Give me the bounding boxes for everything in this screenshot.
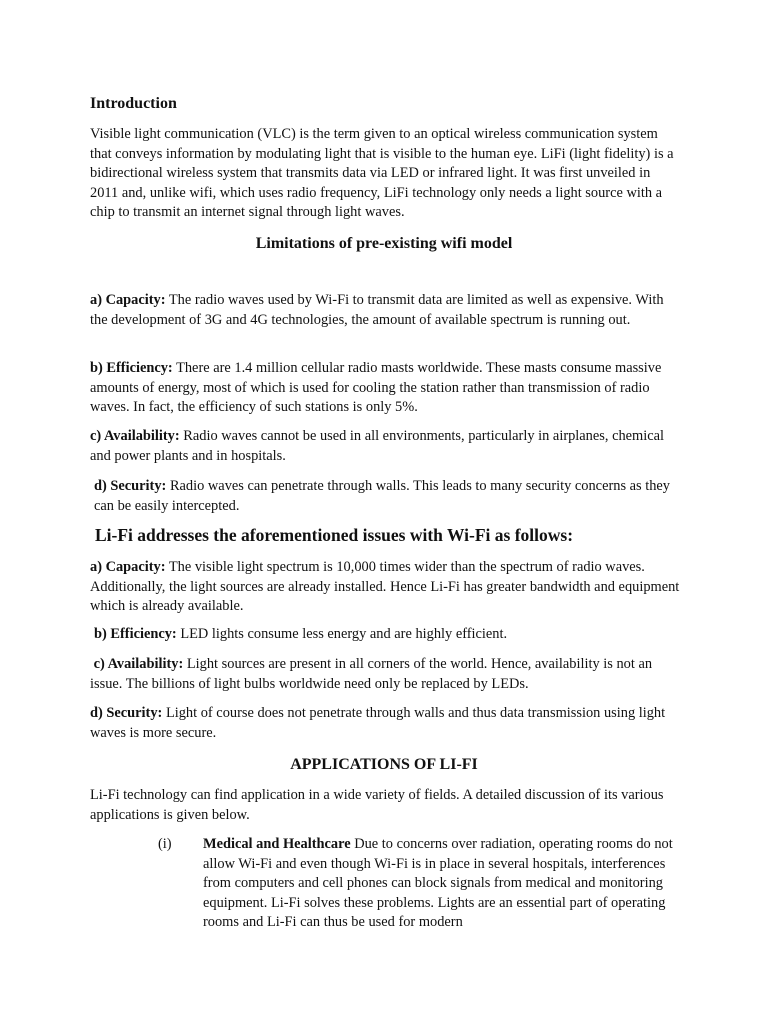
limitation-availability-text: Radio waves cannot be used in all environments, particularly in airplanes, chemical and power plants and in hospitals.	[90, 428, 664, 464]
intro-paragraph: Visible light communication (VLC) is the term given to an optical wireless communication system that conveys information by modulating light that is visible to the human eye. LiFi (light fidelity) is a bidirectional wireless system that transmits data via LED or infrared light. It was first unveiled in 2011 and, unlike wifi, which uses radio frequency, LiFi technology only needs a light source with a chip to transmit an internet signal through light waves.	[90, 126, 674, 221]
lifi-availability-text: Light sources are present in all corners of the world. Hence, availability is not an issue. The billions of light bulbs worldwide need only be replaced by LEDs.	[90, 656, 653, 692]
limitation-efficiency-text: There are 1.4 million cellular radio masts worldwide. These masts consume massive amounts of energy, most of which is used for cooling the station rather than transmission of radio waves. In fact, the efficiency of such stations is only 5%.	[90, 360, 662, 416]
limitation-efficiency-label: b) Efficiency:	[90, 360, 173, 376]
lifi-heading: Li-Fi addresses the aforementioned issues with Wi-Fi as follows:	[95, 525, 574, 545]
limitation-availability	[90, 427, 682, 466]
limitation-security	[94, 477, 682, 516]
application-item-title: Medical and Healthcare	[203, 836, 351, 852]
lifi-security	[90, 704, 682, 743]
lifi-efficiency-text: LED lights consume less energy and are highly efficient.	[176, 626, 508, 642]
limitation-security-label: d) Security:	[94, 478, 167, 494]
limitation-efficiency	[90, 359, 682, 418]
lifi-security-text: Light of course does not penetrate through walls and thus data transmission using light waves is more secure.	[90, 705, 666, 741]
lifi-efficiency-label: b) Efficiency:	[94, 626, 177, 642]
application-item-text: Due to concerns over radiation, operating rooms do not allow Wi-Fi and even though Wi-Fi is in place in several hospitals, interferences from computers and cell phones can block signals from medical and monitoring equipment. Li-Fi solves these problems. Lights are an essential part of operating rooms and Li-Fi can thus be used for modern	[203, 836, 673, 931]
limitation-availability-label: c) Availability:	[90, 428, 180, 444]
limitation-capacity-label: a) Capacity:	[90, 292, 166, 308]
limitations-heading: Limitations of pre-existing wifi model	[255, 235, 513, 252]
limitation-capacity	[90, 291, 682, 330]
lifi-availability-label: c) Availability:	[93, 656, 184, 672]
application-item-number: (i)	[158, 836, 172, 852]
lifi-capacity-text: The visible light spectrum is 10,000 times wider than the spectrum of radio waves. Additionally, the light sources are already installed. Hence Li-Fi has greater bandwidth and equipment which is already available.	[90, 559, 680, 615]
lifi-capacity	[90, 558, 682, 617]
applications-heading: APPLICATIONS OF LI-FI	[290, 756, 478, 773]
limitation-capacity-text: The radio waves used by Wi-Fi to transmit data are limited as well as expensive. With the development of 3G and 4G technologies, the amount of available spectrum is running out.	[90, 292, 664, 328]
intro-heading: Introduction	[90, 95, 177, 112]
limitation-security-text: Radio waves can penetrate through walls. This leads to many security concerns as they can be easily intercepted.	[94, 478, 671, 514]
lifi-efficiency	[94, 625, 682, 645]
application-item-body	[203, 835, 683, 933]
lifi-capacity-label: a) Capacity:	[90, 559, 166, 575]
applications-intro: Li-Fi technology can find application in a wide variety of fields. A detailed discussion of its various applications is given below.	[90, 787, 664, 823]
lifi-security-label: d) Security:	[90, 705, 163, 721]
lifi-availability	[90, 655, 682, 694]
